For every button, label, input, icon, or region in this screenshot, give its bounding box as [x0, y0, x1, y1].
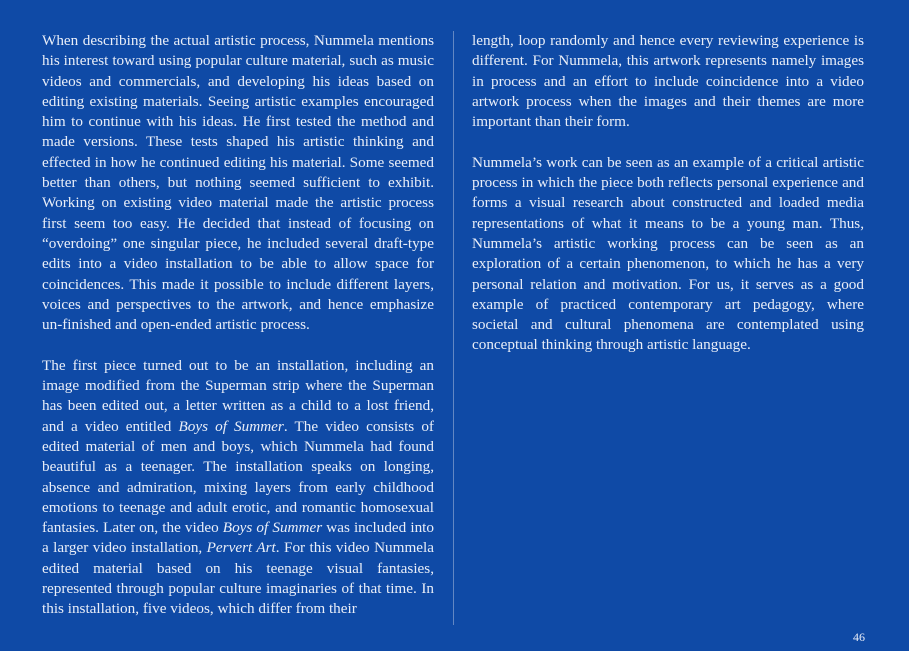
paragraph: Nummela’s work can be seen as an example of a critical artistic process in which the piece both reflects personal experience and forms a visual research about constructed and loaded media representations of what it means to be a young man. Thus, Nummela’s artistic working process can be seen as an exploration of a certain phenomenon, to which he has a very personal relation and motivation. For us, it serves as a good example of practiced contemporary art pedagogy, where societal and cultural phenomena are contemplated using conceptual thinking through artistic language.	[472, 153, 864, 354]
paragraph-text: was included into a larger video installation,	[42, 519, 434, 557]
work-title: Pervert Art	[206, 539, 276, 557]
work-title: Boys of Summer	[178, 417, 284, 435]
page-number: 46	[853, 630, 865, 644]
paragraph-text: . The video consists of edited material of men and boys, which Nummela had found beautiful as a teenager. The installation speaks on longing, absence and admiration, mixing layers from early childhood emotions to teenage and adult erotic, and romantic homosexual fantasies. Later on, the video	[42, 417, 434, 537]
paragraph-text: The first piece turned out to be an installation, including an image modified from the Superman strip where the Superman has been edited out, a letter written as a child to a lost friend, and a video entitled	[42, 356, 434, 435]
right-column	[472, 31, 864, 376]
column-divider	[453, 31, 454, 625]
work-title: Boys of Summer	[222, 519, 323, 537]
paragraph: length, loop randomly and hence every reviewing experience is different. For Nummela, this artwork represents namely images in process and an effort to include coincidence into a video artwork process when the images and their themes are more important than their form.	[472, 32, 864, 131]
paragraph	[42, 356, 434, 620]
left-column	[42, 31, 434, 640]
paragraph-text: . For this video Nummela edited material based on his teenage visual fantasies, represented through popular culture imaginaries of that time. In this installation, five videos, which differ from their	[42, 539, 434, 618]
paragraph: When describing the actual artistic process, Nummela mentions his interest toward using popular culture material, such as music videos and commercials, and developing his ideas based on editing existing materials. Seeing artistic examples encouraged him to continue with his ideas. He first tested the method and made versions. These tests shaped his artistic thinking and effected in how he continued editing his material. Some seemed better than others, but nothing seemed sufficient to exhibit. Working on existing video material made the artistic process first seem too easy. He decided that instead of focusing on “overdoing” one singular piece, he included several draft-type edits into a video installation to be able to allow space for coincidences. This made it possible to include different layers, voices and perspectives to the artwork, and hence emphasize un-finished and open-ended artistic process.	[42, 32, 434, 334]
